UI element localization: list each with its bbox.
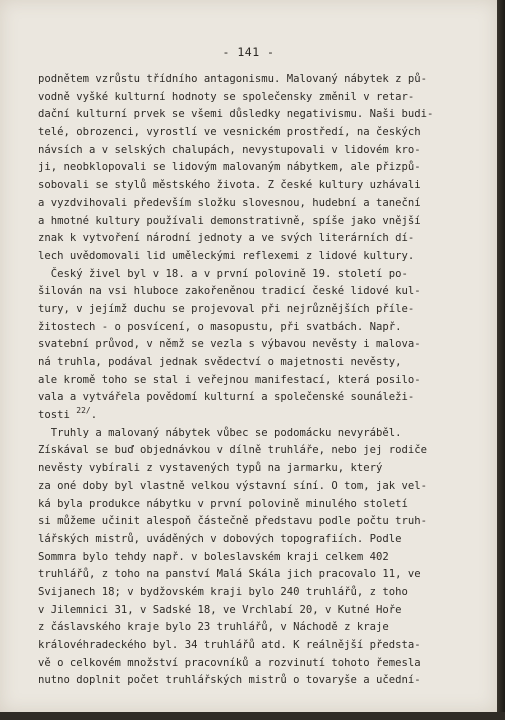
paragraph	[38, 266, 478, 425]
text-line: ale kromě toho se stal i veřejnou manifestací, která posilo-	[38, 373, 421, 386]
page-number: - 141 -	[222, 45, 275, 59]
text-line: vala a vytvářela povědomí kulturní a společenské sounáleži-	[38, 391, 415, 404]
text-line: tury, v jejímž duchu se projevoval při nejrůznějších příle-	[38, 302, 415, 315]
footnote-marker: 22/	[76, 406, 91, 416]
text-line: žitostech - o posvícení, o masopustu, při svatbách. Např.	[38, 320, 402, 333]
text-line: ná truhla, podával jednak svědectví o majetnosti nevěsty,	[38, 356, 402, 368]
text-line: dační kulturní prvek se všemi důsledky negativismu. Naši budi-	[38, 108, 434, 121]
text-line: ji, neobklopovali se lidovým malovaným nábytkem, ale přizpů-	[38, 161, 421, 174]
text-line: nevěsty vybírali z vystavených typů na jarmarku, který	[38, 462, 383, 475]
text-line: vodně vyšké kulturní hodnoty se společensky změnil v retar-	[38, 90, 415, 103]
text-line: nutno doplnit počet truhlářských mistrů o tovaryše a učední-	[38, 674, 421, 687]
text-line: a vyzdvihovali především složku slovesnou, hudební a taneční	[38, 196, 421, 209]
text-line: Získával se buď objednávkou v dílně truhláře, nebo jej rodiče	[38, 444, 428, 457]
text-line: návsích a v selských chalupách, nevystupovali v lidovém kro-	[38, 143, 421, 156]
text-line: ká byla produkce nábytku v první polovině minulého století	[38, 497, 408, 510]
text-line: znak k vytvoření národní jednoty a ve svých literárních dí-	[38, 232, 415, 245]
text-line: svatební průvod, v němž se vezla s výbavou nevěsty i malova-	[38, 338, 421, 351]
scan-edge-right	[497, 0, 505, 720]
text-line: Sommra bylo tehdy např. v boleslavském kraji celkem 402	[38, 550, 389, 563]
text-line-with-footnote	[38, 407, 478, 425]
scan-edge-bottom	[0, 712, 505, 720]
text-line: si můžeme učinit alespoň částečně představu podle počtu truh-	[38, 515, 428, 528]
text-line: Český živel byl v 18. a v první polovině 19. století po-	[38, 267, 408, 280]
text-line: z čáslavského kraje bylo 23 truhlářů, v Náchodě z kraje	[38, 621, 389, 634]
text-line: v Jilemnici 31, v Sadské 18, ve Vrchlabí 20, v Kutné Hoře	[38, 603, 402, 616]
text-line: vě o celkovém množství pracovníků a rozvinutí tohoto řemesla	[38, 656, 421, 669]
text-line: sobovali se stylů městského života. Z české kultury uzhávali	[38, 179, 421, 192]
text-line: podnětem vzrůstu třídního antagonismu. Malovaný nábytek z pů-	[38, 73, 428, 85]
paragraph	[38, 425, 478, 690]
text-line: královéhradeckého byl. 34 truhlářů atd. K reálnější předsta-	[38, 639, 421, 651]
text-line: šilován na vsi hluboce zakořeněnou tradicí české lidové kul-	[38, 285, 421, 298]
text-line: telé, obrozenci, vyrostlí ve vesnickém prostředí, na českých	[38, 126, 421, 139]
text-fragment: .	[90, 409, 98, 422]
text-line: truhlářů, z toho na panství Malá Skála jich pracovalo 11, ve	[38, 568, 421, 581]
body-text	[38, 71, 478, 690]
paragraph	[38, 71, 478, 266]
text-line: Svijanech 18; v bydžovském kraji bylo 240 truhlářů, z toho	[38, 585, 408, 598]
text-line: lářských mistrů, uváděných v dobových topografiích. Podle	[38, 532, 402, 545]
text-line: a hmotné kultury používali demonstrativně, spíše jako vnější	[38, 214, 421, 227]
text-fragment: tosti	[38, 409, 77, 422]
text-line: za oné doby byl vlastně velkou výstavní síní. O tom, jak vel-	[38, 479, 428, 492]
text-line: lech uvědomovali lid uměleckými reflexemi z lidové kultury.	[38, 249, 415, 262]
text-line: Truhly a malovaný nábytek vůbec se podomácku nevyráběl.	[38, 426, 402, 439]
